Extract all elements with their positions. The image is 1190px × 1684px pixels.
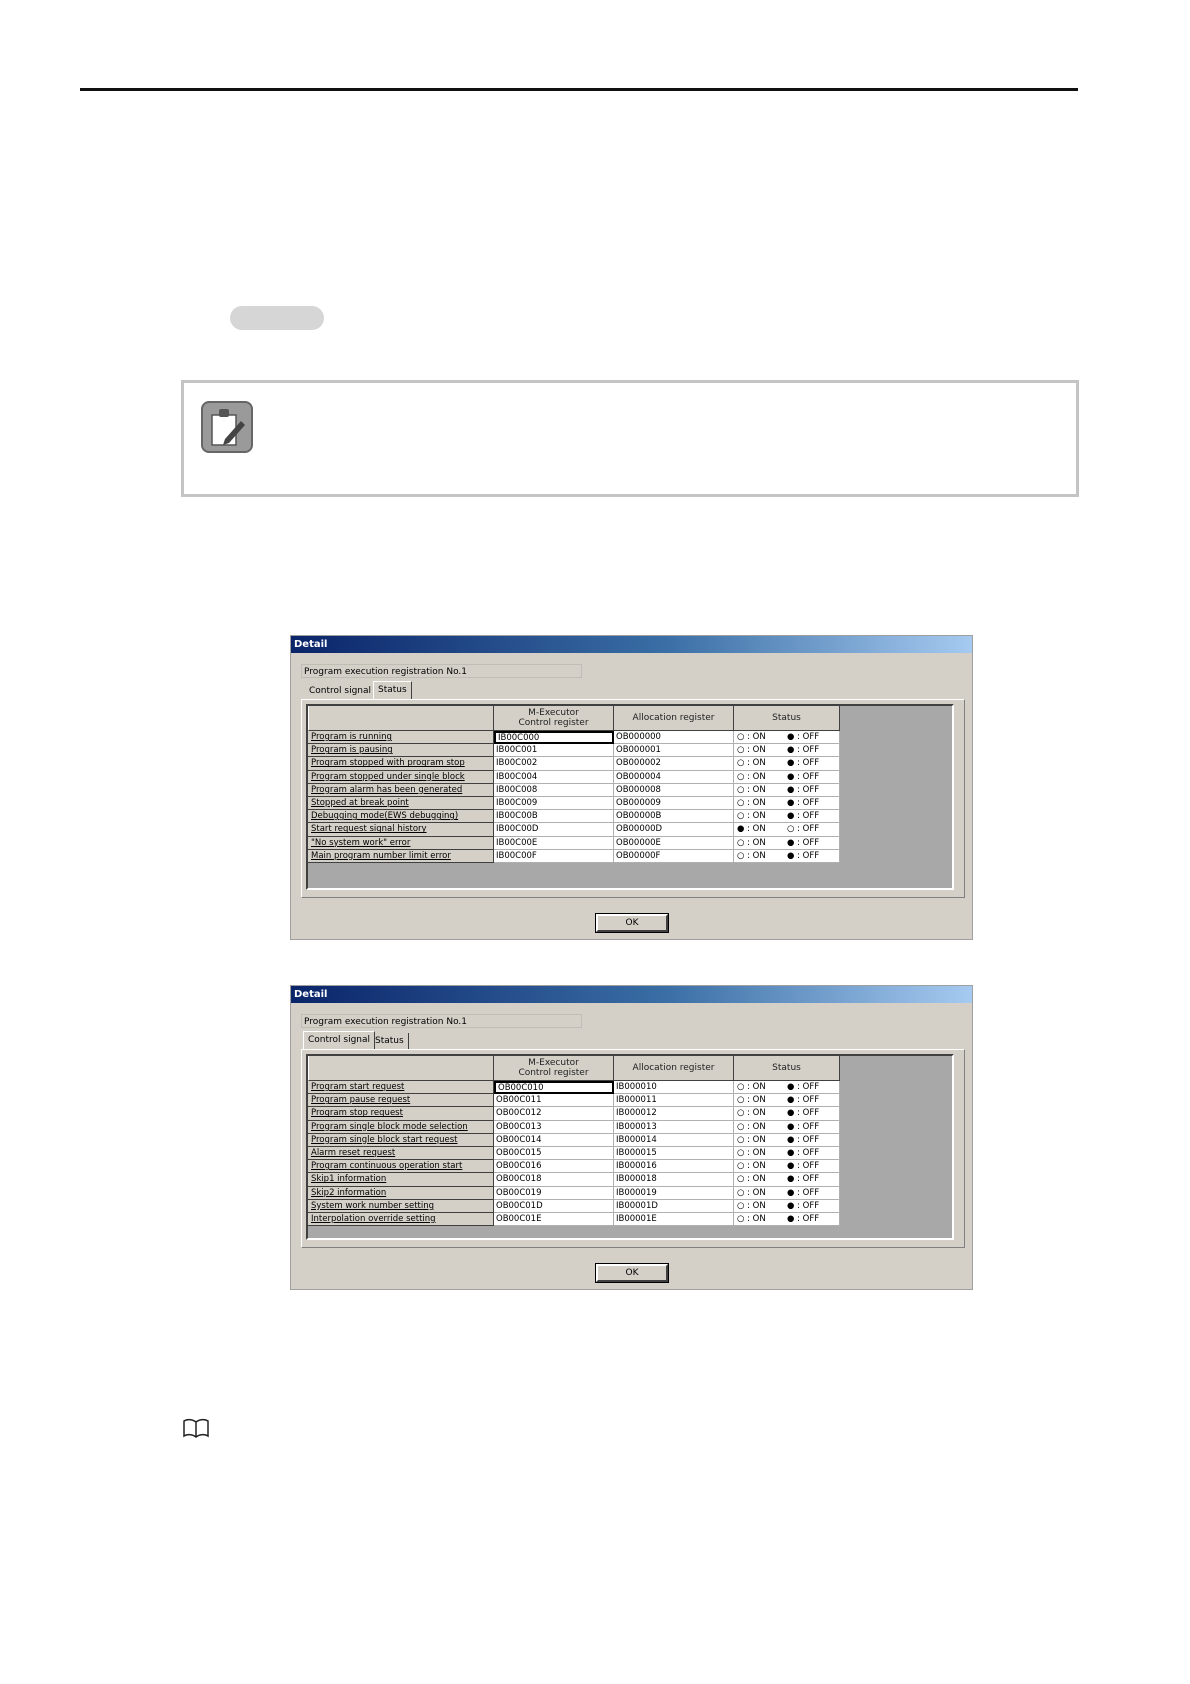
registration-field: Program execution registration No.1 xyxy=(301,1014,582,1028)
allocation-cell[interactable]: OB000009 xyxy=(614,797,734,810)
header-status: Status xyxy=(734,706,840,731)
row-label: Program stopped with program stop xyxy=(308,757,494,770)
mexecutor-cell[interactable]: OB00C010 xyxy=(494,1081,614,1094)
row-label: Main program number limit error xyxy=(308,850,494,863)
mexecutor-cell[interactable]: IB00C009 xyxy=(494,797,614,810)
status-cell xyxy=(734,1134,840,1147)
status-on: ○ : ON xyxy=(737,1134,766,1145)
status-cell xyxy=(734,757,840,770)
status-off: ● : OFF xyxy=(787,1147,820,1158)
status-on: ○ : ON xyxy=(737,1147,766,1158)
row-label: Program pause request xyxy=(308,1094,494,1107)
status-cell xyxy=(734,1187,840,1200)
status-on: ○ : ON xyxy=(737,850,766,861)
status-on: ○ : ON xyxy=(737,732,766,742)
status-off: ● : OFF xyxy=(787,1200,820,1211)
note-icon xyxy=(201,401,253,453)
tab-status[interactable]: Status xyxy=(373,681,412,700)
status-cell xyxy=(734,797,840,810)
status-off: ● : OFF xyxy=(787,732,820,742)
header-name xyxy=(308,706,494,731)
mexecutor-cell[interactable]: OB00C019 xyxy=(494,1187,614,1200)
tab-control-signal[interactable]: Control signal xyxy=(303,1031,375,1050)
status-off: ● : OFF xyxy=(787,811,820,822)
ok-button[interactable]: OK xyxy=(596,914,668,932)
status-on: ○ : ON xyxy=(737,811,766,822)
status-on: ○ : ON xyxy=(737,837,766,848)
allocation-cell[interactable]: OB00000D xyxy=(614,823,734,836)
status-on: ○ : ON xyxy=(737,771,766,782)
mexecutor-cell[interactable]: IB00C000 xyxy=(494,731,614,744)
row-label: "No system work" error xyxy=(308,837,494,850)
signal-table xyxy=(308,1056,840,1226)
status-off: ● : OFF xyxy=(787,1161,820,1172)
status-cell xyxy=(734,1094,840,1107)
status-off: ● : OFF xyxy=(787,771,820,782)
tab-panel xyxy=(301,1049,965,1248)
header-allocation: Allocation register xyxy=(614,706,734,731)
mexecutor-cell[interactable]: OB00C013 xyxy=(494,1121,614,1134)
status-cell xyxy=(734,1121,840,1134)
row-label: Program stop request xyxy=(308,1107,494,1120)
status-off: ● : OFF xyxy=(787,745,820,756)
status-on: ○ : ON xyxy=(737,1121,766,1132)
detail-dialog-control xyxy=(290,985,973,1290)
row-label: Program is running xyxy=(308,731,494,744)
ok-button[interactable]: OK xyxy=(596,1264,668,1282)
section-badge xyxy=(230,306,324,330)
allocation-cell[interactable]: IB000015 xyxy=(614,1147,734,1160)
mexecutor-cell[interactable]: IB00C00E xyxy=(494,837,614,850)
status-cell xyxy=(734,1200,840,1213)
status-cell xyxy=(734,1147,840,1160)
dialog-title: Detail xyxy=(291,986,972,1003)
header-mexecutor-line2: Control register xyxy=(518,1068,589,1078)
header-mexecutor xyxy=(494,1056,614,1081)
row-label: Program single block mode selection xyxy=(308,1121,494,1134)
status-on: ● : ON xyxy=(737,824,766,835)
status-off: ● : OFF xyxy=(787,850,820,861)
mexecutor-cell[interactable]: OB00C011 xyxy=(494,1094,614,1107)
status-cell xyxy=(734,1081,840,1094)
note-box xyxy=(181,380,1079,497)
status-on: ○ : ON xyxy=(737,1174,766,1185)
status-off: ● : OFF xyxy=(787,758,820,769)
status-cell xyxy=(734,771,840,784)
mexecutor-cell[interactable]: OB00C01D xyxy=(494,1200,614,1213)
allocation-cell[interactable]: IB000010 xyxy=(614,1081,734,1094)
status-on: ○ : ON xyxy=(737,1108,766,1119)
status-cell xyxy=(734,810,840,823)
row-label: Program is pausing xyxy=(308,744,494,757)
allocation-cell[interactable]: OB000001 xyxy=(614,744,734,757)
row-label: Program single block start request xyxy=(308,1134,494,1147)
status-cell xyxy=(734,837,840,850)
allocation-cell[interactable]: IB000016 xyxy=(614,1160,734,1173)
status-cell xyxy=(734,850,840,863)
status-off: ● : OFF xyxy=(787,1213,820,1224)
status-cell xyxy=(734,784,840,797)
status-on: ○ : ON xyxy=(737,1213,766,1224)
signal-grid xyxy=(306,704,954,890)
mexecutor-cell[interactable]: IB00C008 xyxy=(494,784,614,797)
row-label: Debugging mode(EWS debugging) xyxy=(308,810,494,823)
status-on: ○ : ON xyxy=(737,1161,766,1172)
status-off: ● : OFF xyxy=(787,797,820,808)
allocation-cell[interactable]: IB000012 xyxy=(614,1107,734,1120)
tab-status[interactable]: Status xyxy=(371,1033,409,1050)
row-label: Interpolation override setting xyxy=(308,1213,494,1226)
status-on: ○ : ON xyxy=(737,745,766,756)
header-rule xyxy=(80,88,1078,91)
allocation-cell[interactable]: OB00000E xyxy=(614,837,734,850)
mexecutor-cell[interactable]: IB00C004 xyxy=(494,771,614,784)
header-mexecutor-line2: Control register xyxy=(518,718,589,728)
status-on: ○ : ON xyxy=(737,797,766,808)
status-off: ● : OFF xyxy=(787,1095,820,1106)
status-off: ● : OFF xyxy=(787,1187,820,1198)
mexecutor-cell[interactable]: IB00C002 xyxy=(494,757,614,770)
header-mexecutor-text xyxy=(518,708,588,728)
status-cell xyxy=(734,744,840,757)
registration-field: Program execution registration No.1 xyxy=(301,664,582,678)
allocation-cell[interactable]: OB000000 xyxy=(614,731,734,744)
status-on: ○ : ON xyxy=(737,1187,766,1198)
status-cell xyxy=(734,823,840,836)
mexecutor-cell[interactable]: OB00C018 xyxy=(494,1173,614,1186)
allocation-cell[interactable]: IB000014 xyxy=(614,1134,734,1147)
allocation-cell[interactable]: IB000018 xyxy=(614,1173,734,1186)
header-status: Status xyxy=(734,1056,840,1081)
allocation-cell[interactable]: IB000013 xyxy=(614,1121,734,1134)
signal-grid xyxy=(306,1054,954,1240)
detail-dialog-status xyxy=(290,635,973,940)
status-cell xyxy=(734,1160,840,1173)
tab-control-signal[interactable]: Control signal xyxy=(305,683,376,700)
header-mexecutor xyxy=(494,706,614,731)
status-on: ○ : ON xyxy=(737,1082,766,1092)
mexecutor-cell[interactable]: OB00C014 xyxy=(494,1134,614,1147)
row-label: Skip1 information xyxy=(308,1173,494,1186)
status-off: ○ : OFF xyxy=(787,824,820,835)
header-mexecutor-text xyxy=(518,1058,588,1078)
allocation-cell[interactable]: OB000002 xyxy=(614,757,734,770)
row-label: Program continuous operation start xyxy=(308,1160,494,1173)
status-off: ● : OFF xyxy=(787,784,820,795)
header-mexecutor-line1: M-Executor xyxy=(528,1058,579,1068)
allocation-cell[interactable]: IB000019 xyxy=(614,1187,734,1200)
allocation-cell[interactable]: OB000008 xyxy=(614,784,734,797)
status-on: ○ : ON xyxy=(737,1200,766,1211)
status-off: ● : OFF xyxy=(787,1174,820,1185)
header-allocation: Allocation register xyxy=(614,1056,734,1081)
mexecutor-cell[interactable]: OB00C012 xyxy=(494,1107,614,1120)
status-off: ● : OFF xyxy=(787,1082,820,1092)
status-cell xyxy=(734,1173,840,1186)
mexecutor-cell[interactable]: OB00C01E xyxy=(494,1213,614,1226)
mexecutor-cell[interactable]: OB00C016 xyxy=(494,1160,614,1173)
tab-panel xyxy=(301,699,965,898)
book-icon xyxy=(183,1418,209,1438)
status-cell xyxy=(734,731,840,744)
header-name xyxy=(308,1056,494,1081)
row-label: Alarm reset request xyxy=(308,1147,494,1160)
mexecutor-cell[interactable]: OB00C015 xyxy=(494,1147,614,1160)
row-label: Skip2 information xyxy=(308,1187,494,1200)
status-on: ○ : ON xyxy=(737,758,766,769)
allocation-cell[interactable]: IB00001E xyxy=(614,1213,734,1226)
mexecutor-cell[interactable]: IB00C00B xyxy=(494,810,614,823)
status-off: ● : OFF xyxy=(787,1134,820,1145)
row-label: Program alarm has been generated xyxy=(308,784,494,797)
dialog-title: Detail xyxy=(291,636,972,653)
status-off: ● : OFF xyxy=(787,837,820,848)
mexecutor-cell[interactable]: IB00C00D xyxy=(494,823,614,836)
header-mexecutor-line1: M-Executor xyxy=(528,708,579,718)
allocation-cell[interactable]: IB000011 xyxy=(614,1094,734,1107)
allocation-cell[interactable]: OB00000F xyxy=(614,850,734,863)
status-on: ○ : ON xyxy=(737,1095,766,1106)
row-label: Stopped at break point xyxy=(308,797,494,810)
row-label: System work number setting xyxy=(308,1200,494,1213)
signal-table xyxy=(308,706,840,863)
allocation-cell[interactable]: OB000004 xyxy=(614,771,734,784)
status-cell xyxy=(734,1107,840,1120)
status-on: ○ : ON xyxy=(737,784,766,795)
allocation-cell[interactable]: OB00000B xyxy=(614,810,734,823)
mexecutor-cell[interactable]: IB00C001 xyxy=(494,744,614,757)
row-label: Program start request xyxy=(308,1081,494,1094)
allocation-cell[interactable]: IB00001D xyxy=(614,1200,734,1213)
row-label: Program stopped under single block xyxy=(308,771,494,784)
mexecutor-cell[interactable]: IB00C00F xyxy=(494,850,614,863)
status-off: ● : OFF xyxy=(787,1108,820,1119)
status-cell xyxy=(734,1213,840,1226)
row-label: Start request signal history xyxy=(308,823,494,836)
status-off: ● : OFF xyxy=(787,1121,820,1132)
